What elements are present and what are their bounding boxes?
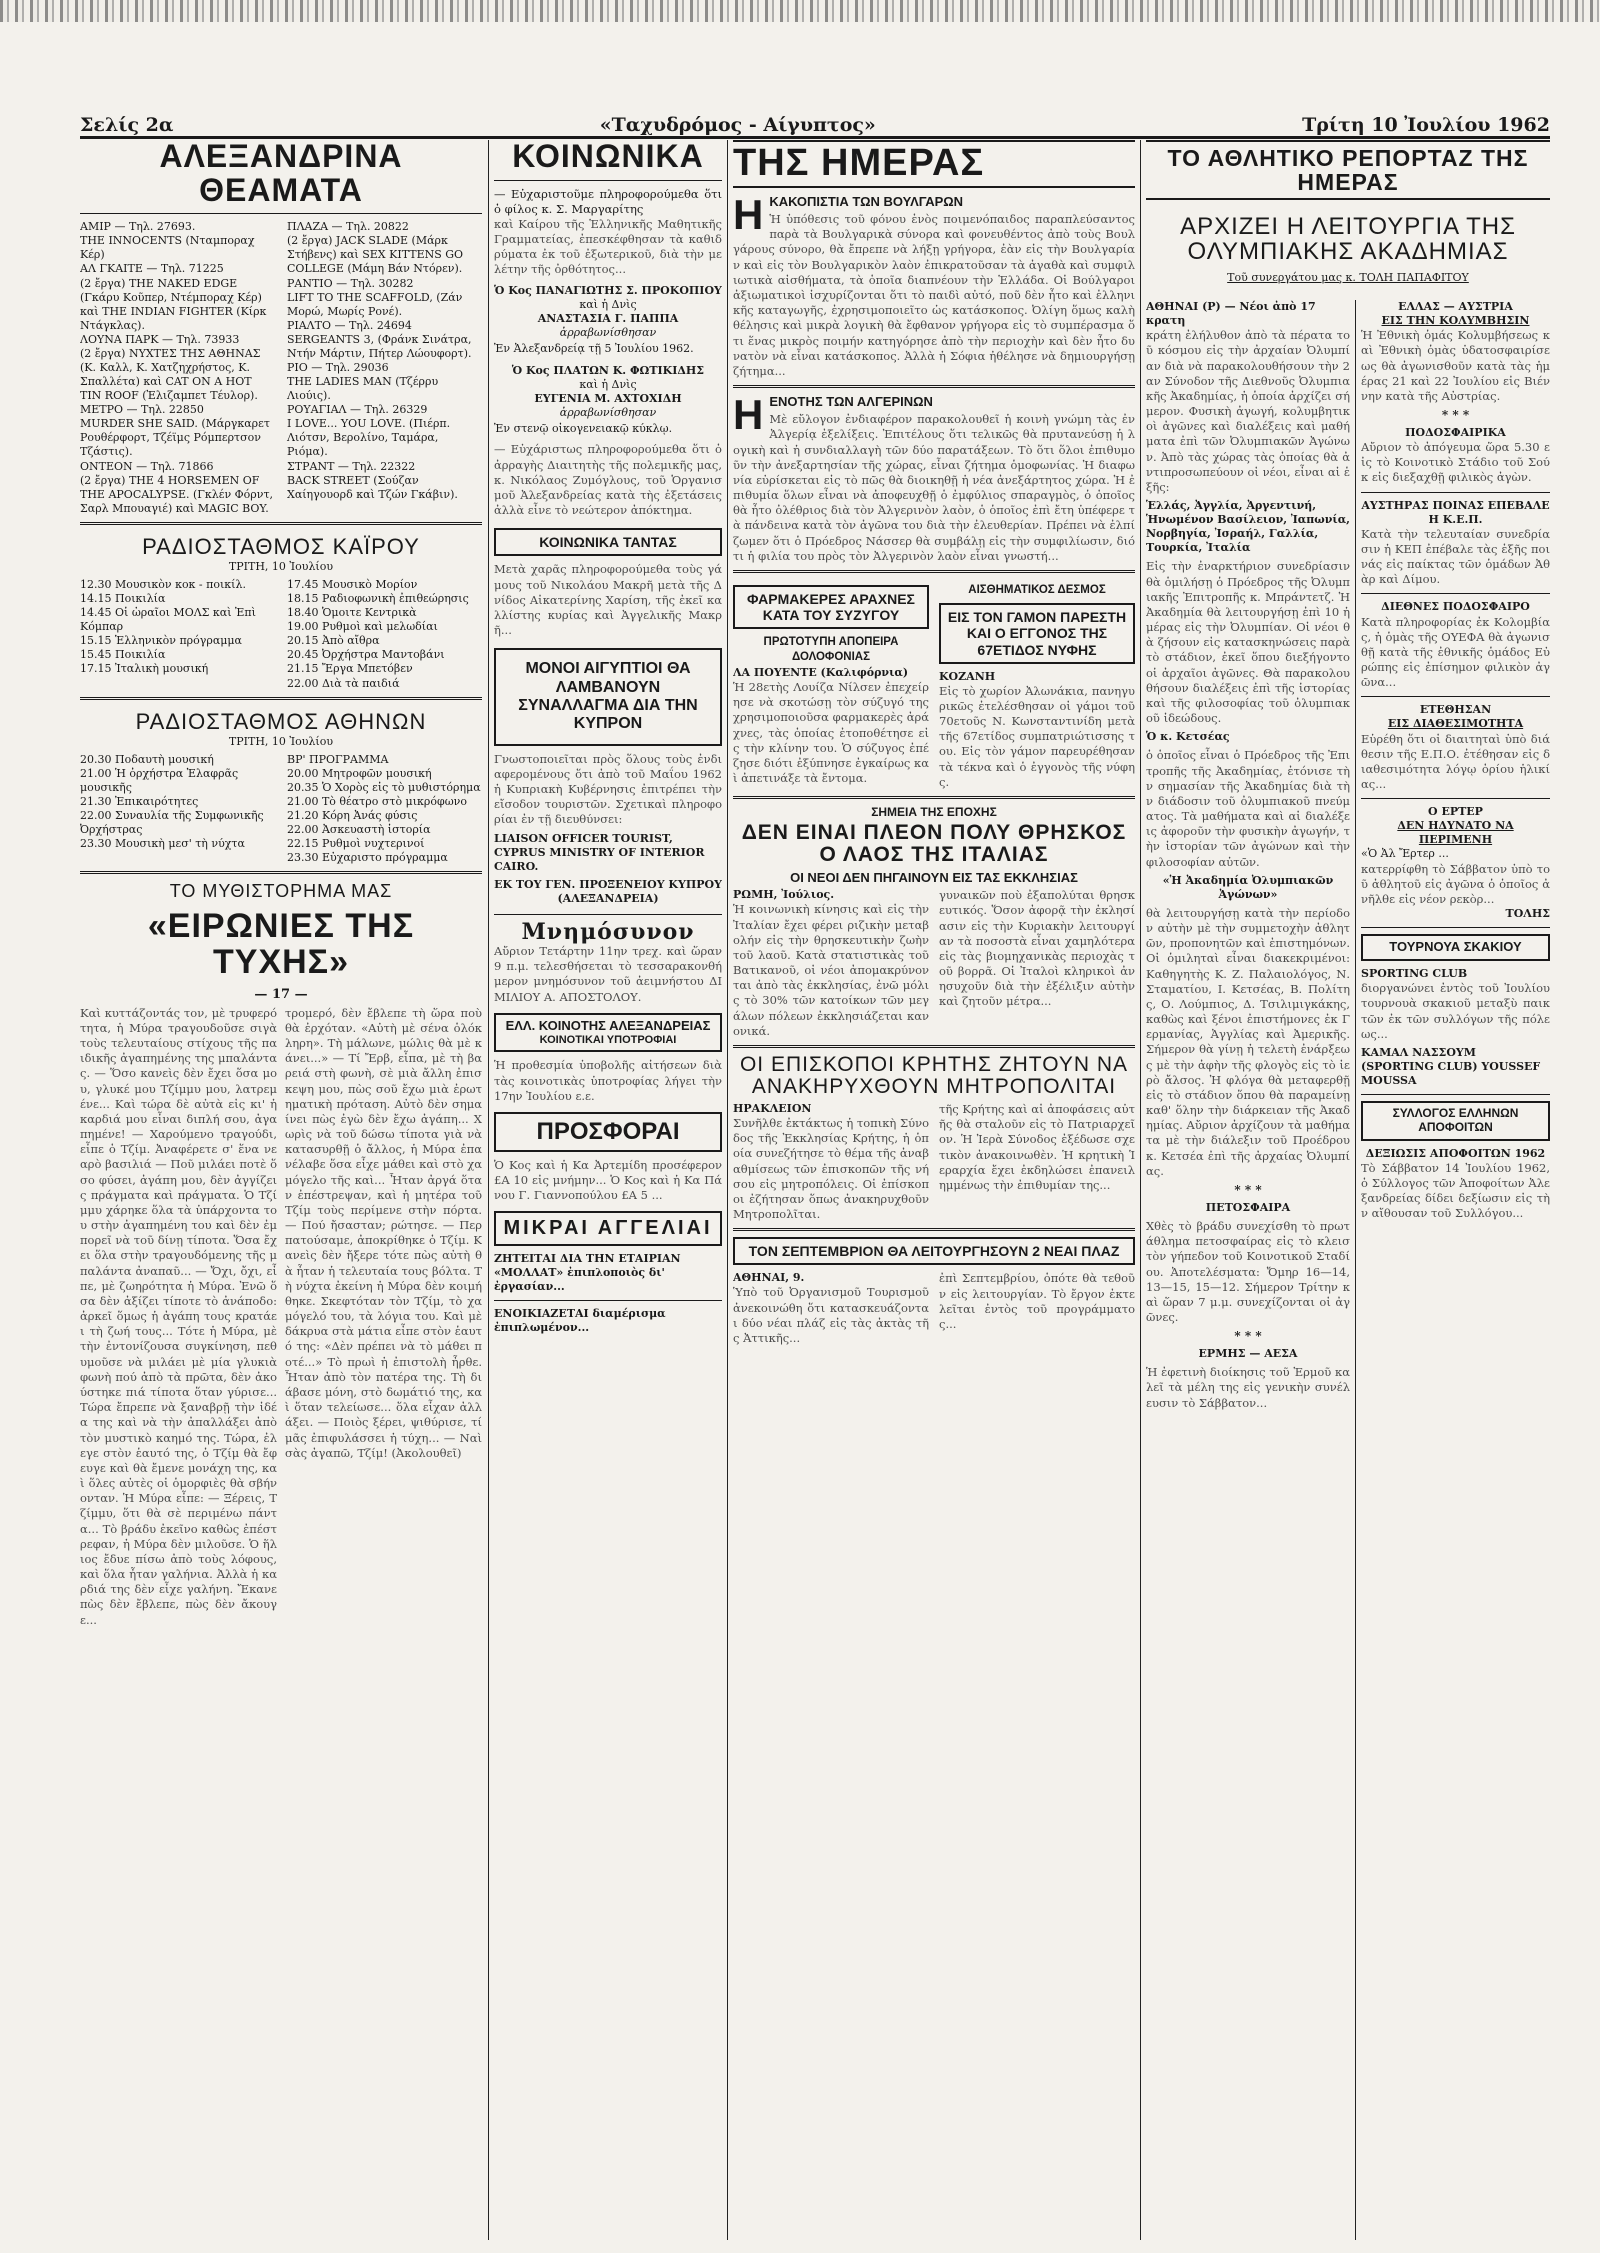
- cyprus-box: ΜΟΝΟΙ ΑΙΓΥΠΤΙΟΙ ΘΑ ΛΑΜΒΑΝΟΥΝ ΣΥΝΑΛΛΑΓΜΑ ΔΙΑ ΤΗΝ ΚΥΠΡΟΝ: [494, 648, 722, 746]
- memorial-title: Μνημόσυνον: [521, 919, 695, 946]
- plaz-title: ΤΟΝ ΣΕΠΤΕΜΒΡΙΟΝ ΘΑ ΛΕΙΤΟΥΡΓΗΣΟΥΝ 2 ΝΕΑΙ ΠΛΑΖ: [733, 1237, 1135, 1265]
- cinema-entry: I LOVE... YOU LOVE. (Πιέρπ. Λιότσν, Βερολίνο, Ταμάρα, Ριόμα).: [286, 417, 451, 459]
- radio-athens-title: ΡΑΔΙΟΣΤΑΘΜΟΣ ΑΘΗΝΩΝ: [135, 708, 427, 734]
- box-sub: ΠΡΩΤΟΤΥΠΗ ΑΠΟΠΕΙΡΑ ΔΟΛΟΦΟΝΙΑΣ: [763, 636, 899, 663]
- volley-kicker: ΠΕΤΟΣΦΑΙΡΑ: [1205, 1200, 1291, 1214]
- country-list: Ἑλλάς, Ἀγγλία, Ἀργεντινή, Ἡνωμένον Βασίλειον, Ἰαπωνία, Νορβηγία, Ἰσραήλ, Γαλλία, Τουρκία, Ἰταλία: [1146, 499, 1350, 555]
- engagement-bride: ΑΝΑΣΤΑΣΙΑ Γ. ΠΑΠΠΑ: [537, 311, 679, 325]
- novel-body: [80, 1006, 482, 1628]
- cinema-entry: (2 ἔργα) THE 4 HORSEMEN OF THE APOCALYPSE. (Γκλέν Φόρντ, Σαρλ Μπουαγιέ) καὶ MAGIC BOY.: [80, 473, 274, 515]
- cinema-entry: ΡΙΑΛΤΟ — Τηλ. 24694: [286, 318, 412, 332]
- radio-cairo-right: [287, 578, 482, 691]
- offers-title: ΠΡΟΣΦΟΡΑΙ: [494, 1112, 722, 1152]
- radio-entry: ΒΡ' ΠΡΟΓΡΑΜΜΑ: [286, 752, 389, 766]
- radio-entry: 22.00 Διὰ τὰ παιδιά: [286, 676, 400, 690]
- radio-entry: 18.40 Ὁμοιτε Κεντρικὰ: [286, 606, 417, 620]
- cyprus-sign: ΕΚ ΤΟΥ ΓΕΝ. ΠΡΟΞΕΝΕΙΟΥ ΚΥΠΡΟΥ (ΑΛΕΞΑΝΔΡΕΙΑ): [494, 877, 722, 905]
- radio-cairo-schedule: [80, 578, 482, 691]
- page-number: Σελίς 2α: [80, 114, 174, 136]
- plaz-dateline: ΑΘΗΝΑΙ, 9.: [733, 1271, 805, 1285]
- dropcap: Η: [733, 391, 764, 439]
- radio-entry: 14.45 Οἱ ὡραῖοι ΜΟΛΣ καὶ Ἐπὶ Κόμπαρ: [80, 606, 256, 634]
- intl-title: ΔΙΕΘΝΕΣ ΠΟΔΟΣΦΑΙΡΟ: [1381, 600, 1530, 614]
- erter-title: ΔΕΝ ΗΔΥΝΑΤΟ ΝΑ ΠΕΡΙΜΕΝΗ: [1397, 819, 1514, 847]
- ad-item: ΕΝΟΙΚΙΑΖΕΤΑΙ διαμέρισμα ἐπιπλωμένον...: [494, 1307, 666, 1335]
- cinema-entry: ΡΟΥΑΓΙΑΛ — Τηλ. 26329: [286, 403, 428, 417]
- radio-cairo-title: ΡΑΔΙΟΣΤΑΘΜΟΣ ΚΑΪΡΟΥ: [142, 533, 420, 559]
- quote: «Ἡ Ἀκαδημία Ὀλυμπιακῶν Ἀγώνων»: [1162, 873, 1334, 901]
- cinema-entry: TIN ROOF (Ἐλιζαμπετ Τέυλορ).: [80, 389, 258, 403]
- cinema-entry: ΑΜΙΡ — Τηλ. 27693.: [80, 220, 196, 234]
- article-bulgarians: Η ΚΑΚΟΠΙΣΤΙΑ ΤΩΝ ΒΟΥΛΓΑΡΩΝ Ἡ ὑπόθεσις τοῦ φόνου ἑνὸς ποιμενόπαιδος παραπλεύσαντος παρὰ τὰ Βουλγαρικὰ σύνορα καὶ φονευθέντος ἀπὸ τοὺς Βουλγάρους σύνορο, θὰ ἔπρεπε νὰ λήξῃ γρήγορα, ἐὰν εἰς τὴν Βουλγαρίαν καὶ εἰς τὸν Βουλγαρικὸν λαὸν ἐπικρατοῦσαν τὰ ἀγαθὰ καὶ συμφιλιωτικὰ αἰσθήματα, τὰ ὁποῖα διαπνέουν τὴν Ἑλλάδα. Οἱ Βούλγαροι ἀξιωματικοὶ ἰσχυρίζονται ὅτι τὸ παιδὶ αὐτό, ποῦ δὲν ἦτο καὶ ἑλληνικῆς καταγωγῆς, ἐχρησιμοποιεῖτο ὡς κατάσκοπος. Ὀλίγη ὅμως καλὴ θέλησις καὶ μικρὰ λογικὴ θὰ ἔφθανον γρήγορα εἰς τὸ συμπέρασμα ὅτι ἕνας μικρὸς ποιμήν κατηγόρησε ἀπὸ τὴν περιοχὴν καὶ δὲν ἦτο δυνατὸν νὰ εἶναι κατάσκοπος. Ἀλλὰ ἡ Σόφια ἠθέλησε νὰ δημιουργήσῃ ζήτημα...: [733, 190, 1135, 378]
- separator-stars: * * *: [1234, 1329, 1262, 1344]
- radio-cairo-left: [80, 578, 279, 691]
- separator-stars: * * *: [1234, 1182, 1262, 1197]
- novel-kicker: ΤΟ ΜΥΘΙΣΤΟΡΗΜΑ ΜΑΣ: [169, 881, 393, 902]
- newspaper-name: «Ταχυδρόμος - Αίγυπτος»: [599, 114, 876, 136]
- cinema-entry: καὶ THE INDIAN FIGHTER (Κίρκ Ντάγκλας).: [80, 304, 267, 332]
- community-box: [494, 1013, 722, 1053]
- community-title: ΕΛΛ. ΚΟΙΝΟΤΗΣ ΑΛΕΞΑΝΔΡΕΙΑΣ: [505, 1017, 711, 1033]
- engagement-status: ἀρραβωνίσθησαν: [559, 325, 657, 339]
- alumni-title: ΣΥΛΛΟΓΟΣ ΕΛΛΗΝΩΝ ΑΠΟΦΟΙΤΩΝ: [1361, 1101, 1550, 1141]
- radio-entry: 22.00 Συναυλία τῆς Συμφωνικῆς Ὀρχήστρας: [80, 809, 264, 837]
- erter-kicker: Ο ΕΡΤΕΡ: [1428, 805, 1483, 819]
- column-sports-side: ΕΛΛΑΣ — ΑΥΣΤΡΙΑ ΕΙΣ ΤΗΝ ΚΟΛΥΜΒΗΣΙΝ Ἡ Ἐθνικὴ ὁμάς Κολυμβήσεως καὶ Ἐθνικὴ ὁμὰς ὑδατοσφαιρίσεως θὰ ἀγωνισθοῦν κατὰ τὰς ἡμέρας 21 καὶ 22 Ἰουλίου εἰς Βιέννην κατὰ τῆς Αὐστρίας. * * * ΠΟΔΟΣΦΑΙΡΙΚΑ Αὔριον τὸ ἀπόγευμα ὥρα 5.30 εἰς τὸ Κοινοτικὸ Στάδιο τοῦ Σούκ εἰς διεξαχθῇ φιλικὸς ἀγὼν. ΑΥΣΤΗΡΑΣ ΠΟΙΝΑΣ ΕΠΕΒΑΛΕ Η Κ.Ε.Π. Κατὰ τὴν τελευταίαν συνεδρίασιν ἡ ΚΕΠ ἐπέβαλε τὰς ἑξῆς ποινάς εἰς παίκτας τῶν ὁμάδων Ἀθὰρ καὶ Δίμου. ΔΙΕΘΝΕΣ ΠΟΔΟΣΦΑΙΡΟ Κατὰ πληροφορίας ἐκ Κολομβίας, ἡ ὁμὰς τῆς ΟΥΕΦΑ θὰ ἀγωνισθῇ κατὰ τῆς ἐθνικῆς ὁμάδος Εὐρώπης εἰς ἐπίσημον φιλικὸν ἀγῶνα... ΕΤΕΘΗΣΑΝ ΕΙΣ ΔΙΑΘΕΣΙΜΟΤΗΤΑ Εὑρέθη ὅτι οἱ διαιτηταὶ ὑπὸ διάθεσιν τῆς Ε.Π.Ο. ἐτέθησαν εἰς διαθεσιμότητα λόγῳ ὁρίου ἡλικίας... Ο ΕΡΤΕΡ ΔΕΝ ΗΔΥΝΑΤΟ ΝΑ ΠΕΡΙΜΕΝΗ «Ὁ Ἀλ Ἔρτερ ... κατερρίφθη τὸ Σάββατον ὑπὸ τοῦ ἀθλητοῦ εἰς ἀγῶνα ὁ ὁποῖος ἀνῆλθε εἰς νέον ρεκὸρ... ΤΟΛΗΣ ΤΟΥΡΝΟΥΑ ΣΚΑΚΙΟΥ SPORTING CLUB διοργανώνει ἐντὸς τοῦ Ἰουλίου τουρνουὰ σκακιοῦ μεταξὺ παικτῶν ἐκ τῶν συλλόγων τῆς πόλεως... ΚΑΜΑΛ ΝΑΣΣΟΥΜ (SPORTING CLUB) ΥΟUSSEF ΜΟUSSA ΣΥΛΛΟΓΟΣ ΕΛΛΗΝΩΝ ΑΠΟΦΟΙΤΩΝ ΔΕΞΙΩΣΙΣ ΑΠΟΦΟΙΤΩΝ 1962 Τὸ Σάββατον 14 Ἰουλίου 1962, ὁ Σύλλογος τῶν Ἀποφοίτων Ἀλεξανδρείας δίδει δεξίωσιν εἰς τὴν αἴθουσαν τοῦ Συλλόγου...: [1361, 300, 1550, 1221]
- radio-entry: 20.45 Ὀρχήστρα Μαντοβάνι: [286, 648, 445, 662]
- column-sports-main: ΑΘΗΝΑΙ (Ρ) — Νέοι ἀπὸ 17 κρατη κράτη ἐλήλυθον ἀπὸ τὰ πέρατα τοῦ κόσμου εἰς τὴν ἀρχαίαν Ὀλυμπίαν διὰ νὰ παρακολουθήσουν τὴν 2αν Σύνοδον τῆς Διεθνοῦς Ὀλυμπιακῆς Ἀκαδημίας, ἡ ὁποία ἀρχίζει σήμερον. Φυσικὴ ἀγωγή, κολυμβητικοὶ ἀγῶνες καὶ διαλέξεις καὶ μαθήματα ἐπὶ τῶν Ὀλυμπιακῶν Ἀγώνων. Ἀπὸ τὰς χώρας τὰς ὁποίας θὰ ἀντιπροσωπεύουν οἱ νέοι, εἶναι αἱ ἑξῆς: Ἑλλάς, Ἀγγλία, Ἀργεντινή, Ἡνωμένον Βασίλειον, Ἰαπωνία, Νορβηγία, Ἰσραήλ, Γαλλία, Τουρκία, Ἰταλία Εἰς τὴν ἐναρκτήριον συνεδρίασιν θὰ ὁμιλήσῃ ὁ Πρόεδρος τῆς Ὀλυμπιακῆς Ἐπιτροπῆς κ. Μπράντετζ. Ἡ Ἀκαδημία θὰ λειτουργήσῃ ἐπὶ 10 ἡμέρας εἰς τὴν Ὀλυμπίαν. Οἱ νέοι θὰ ζήσουν εἰς κατασκηνώσεις παρὰ τὸ στάδιον, ἐκεῖ ὅπου διεξήγοντο οἱ ἀρχαῖοι ἀγῶνες. Θὰ παρακολουθήσουν διαλέξεις ἐπὶ τῆς ἱστορίας καὶ τῆς φιλοσοφίας τοῦ ὀλυμπιακοῦ ἰδεώδους. Ὁ κ. Κετσέας ὁ ὁποῖος εἶναι ὁ Πρόεδρος τῆς Ἐπιτροπῆς τῆς Ἀκαδημίας, ἐτόνισε τὴν σημασίαν τῆς Ἀκαδημίας διὰ τὴν διάδοσιν τοῦ ὀλυμπιακοῦ πνεύματος. Τὰ μαθήματα καὶ αἱ διαλέξεις ἀφοροῦν τὴν φυσικὴν ἀγωγήν, τὴν ἱστορίαν τῶν ἀγώνων καὶ τὴν φιλοσοφίαν αὐτῶν. «Ἡ Ἀκαδημία Ὀλυμπιακῶν Ἀγώνων» θὰ λειτουργήσῃ κατὰ τὴν περίοδον αὐτὴν μὲ τὴν συμμετοχὴν ἀθλητῶν, προπονητῶν καὶ ἐπιστημόνων. Οἱ ὁμιληταὶ εἶναι διακεκριμένοι: Καθηγητὴς Κ. Ζ. Παλαιολόγος, Ν. Σταματίου, Ι. Κετσέας, Β. Πολίτης, Ο. Λούμπιος, Δ. Τσιλιμιγκάκης, καθὼς καὶ ξένοι ἐπιστήμονες ἐκ Γερμανίας, Ἀγγλίας καὶ Ἀμερικῆς. Σήμερον θὰ γίνῃ ἡ τελετὴ ἐνάρξεως μὲ τὴν ἀφὴν τῆς φλογὸς εἰς τὸ ἱερὸ ἄλσος. Ἡ φλόγα θὰ μεταφερθῇ εἰς τὸ στάδιον ὅπου θὰ παραμείνῃ καθ' ὅλην τὴν διάρκειαν τῆς Ἀκαδημίας. Αὔριον ἀρχίζουν τὰ μαθήματα μὲ τὴν διάλεξιν τοῦ Προέδρου κ. Κετσέα ἐπὶ τῆς ἀρχαίας Ὀλυμπίας. * * * ΠΕΤΟΣΦΑΙΡΑ Χθὲς τὸ βράδυ συνεχίσθη τὸ πρωτάθλημα πετοσφαίρας εἰς τὸ κλειστὸν γήπεδον τοῦ Κοινοτικοῦ Σταδίου. Ἀποτελέσματα: Ὄμηρ 16—14, 13—15, 15—12. Σήμερον Τρίτην καὶ ὥραν 7 μ.μ. συνεχίζονται οἱ ἀγῶνες. * * * ΕΡΜΗΣ — ΑΕΣΑ Ἡ ἐφετινὴ διοίκησις τοῦ Ἑρμοῦ καλεῖ τὰ μέλη της εἰς γενικὴν συνέλευσιν τὸ Σάββατον...: [1146, 300, 1350, 1410]
- erter-quote: «Ὁ Ἀλ Ἔρτερ ...: [1361, 847, 1449, 861]
- radio-entry: 20.15 Ἀπὸ αἴθρα: [286, 634, 380, 648]
- novel-title: «ΕΙΡΩΝΙΕΣ ΤΗΣ ΤΥΧΗΣ»: [147, 907, 415, 981]
- ad-item: ΖΗΤΕΙΤΑΙ ΔΙΑ ΤΗΝ ΕΤΑΙΡΙΑΝ «ΜΟΛΛΑΤ» ἐπιπλοποιὸς δι' ἐργασίαν...: [494, 1252, 681, 1294]
- plaz-body: ΑΘΗΝΑΙ, 9. Ὑπὸ τοῦ Ὀργανισμοῦ Τουρισμοῦ ἀνεκοινώθη ὅτι κατασκευάζονται δύο νέαι πλάζ εἰς τὰς ἀκτὰς τῆς Ἀττικῆς... ἐπὶ Σεπτεμβρίου, ὁπότε θὰ τεθοῦν εἰς λειτουργίαν. Τὸ ἔργον ἐκτελεῖται ἐντὸς τοῦ προγράμματος...: [733, 1271, 1135, 1345]
- cinema-entry: ΜΕΤΡΟ — Τηλ. 22850: [80, 403, 204, 417]
- radio-athens-left: [80, 753, 279, 866]
- sports-title: ΤΟ ΑΘΛΗΤΙΚΟ ΡΕΠΟΡΤΑΖ ΤΗΣ ΗΜΕΡΑΣ: [1146, 140, 1550, 200]
- radio-entry: 17.15 Ἰταλικὴ μουσική: [80, 662, 209, 676]
- radio-entry: 15.45 Ποικιλία: [80, 648, 166, 662]
- cinema-entry: ΑΛ ΓΚΑΙΤΕ — Τηλ. 71225: [80, 262, 224, 276]
- sports-headline: ΑΡΧΙΖΕΙ Η ΛΕΙΤΟΥΡΓΙΑ ΤΗΣ ΟΛΥΜΠΙΑΚΗΣ ΑΚΑΔΗΜΙΑΣ: [1180, 213, 1516, 266]
- cinema-entry: ΡΑΝΤΙΟ — Τηλ. 30282: [286, 276, 414, 290]
- radio-athens-schedule: [80, 753, 482, 866]
- box-title: ΕΙΣ ΤΟΝ ΓΑΜΟΝ ΠΑΡΕΣΤΗ ΚΑΙ Ο ΕΓΓΟΝΟΣ ΤΗΣ 67ΕΤΙΔΟΣ ΝΥΦΗΣ: [939, 603, 1135, 663]
- thanks-note: — Εὐχαριστοῦμε πληροφορούμεθα ὅτι ὁ φίλος κ. Σ. Μαργαρίτης: [494, 186, 722, 216]
- cinema-entry: ΡΙΟ — Τηλ. 29036: [286, 360, 389, 374]
- tanta-title: ΚΟΙΝΩΝΙΚΑ ΤΑΝΤΑΣ: [494, 528, 722, 556]
- engagement-and: καὶ ἡ Δνὶς: [579, 378, 637, 392]
- italy-sub: ΟΙ ΝΕΟΙ ΔΕΝ ΠΗΓΑΙΝΟΥΝ ΕΙΣ ΤΑΣ ΕΚΚΛΗΣΙΑΣ: [790, 870, 1078, 886]
- radio-entry: 12.30 Μουσικὸν κοκ - ποικίλ.: [80, 578, 246, 591]
- radio-entry: 21.00 Ἡ ὀρχήστρα Ἑλαφρᾶς μουσικῆς: [80, 766, 239, 794]
- box-dateline: ΛΑ ΠΟΥΕΝΤΕ (Καλιφόρνια): [733, 665, 909, 679]
- novel-text-column: τρομερό, δὲν ἔβλεπε τὴ ὥρα ποὺ θὰ ἐρχόταν. «Αὐτὴ μὲ σένα ὁλόκληρη». Τὴ μάλωνε, μώλις θὰ μὲ κάνει...» — Τί Ἔρβ, εἶπα, μὲ τὴ βαρειά στὴ φωνὴ, σὲ μιὰ ἄλλη ἐπισκεψη μου, πὼς σοῦ ἔχω μιὰ ἐρωτηματικὴ πρόταση. Αὐτὸ δὲν σημαίνει πὼς ἐγὼ δὲν ἔχω ἀγάπη... Χωρὶς νὰ τοῦ δώσω τίποτα γιὰ νὰ κατασυρθῇ ὁ ἄλλος, ἡ Μύρα ἐπανέλαβε ὅσα εἶχε μάθει καὶ στὸ χαμόγελο τῆς καὶ... Ἦταν ἀργά ὅταν ἐπέστρεψαν, καὶ ἡ μητέρα τοῦ Τζίμ τοὺς περίμενε στὴν πόρτα. — Πού ἤσασταν; ρώτησε. — Περπατούσαμε, ἀποκρίθηκε ὁ Τζίμ. Κανεὶς δὲν ἤξερε τότε πὼς αὐτὴ θὰ ἦταν ἡ τελευταία τους βόλτα. Τὴ νύχτα ἐκείνη ἡ Μύρα δὲν κοιμήθηκε. Σκεφτόταν τὸν Τζίμ, τὸ χαμόγελό του, τὰ λόγια του. Καὶ μὲ δάκρυα στὰ μάτια εἶπε στὸν ἑαυτό της: «Δὲν πρέπει νὰ τὸ μάθει ποτέ...» Τὸ πρωὶ ἡ ἐπιστολὴ ἦρθε. Ἦταν ἀπὸ τὸν πατέρα της. Τὴ διάβασε μόνη, στὸ δωμάτιό της, καὶ ὅταν τελείωσε... ὅλα εἶχαν ἀλλάξει. — Ποιὸς ξέρει, ψιθύρισε, τί μᾶς ἐπιφυλάσσει ἡ τύχη... — Ναὶ σὰς ἀγαπῶ, Τζίμ! (Ἀκολουθεῖ): [285, 1005, 482, 1460]
- cinema-entry: BACK STREET (Σούζαν Χαίηγουορδ καὶ Τζών Γκάβιν).: [286, 473, 458, 501]
- cinema-entry: ΣΤΡΑΝΤ — Τηλ. 22322: [286, 459, 416, 473]
- radio-entry: 20.35 Ὁ Χορὸς εἰς τὸ μυθιστόρημα: [286, 780, 481, 794]
- section-title: ΑΛΕΞΑΝΔΡΙΝΑ ΘΕΑΜΑΤΑ: [159, 140, 403, 208]
- novel-text-column: Καὶ κυττάζοντάς τον, μὲ τρυφερότητα, ἡ Μύρα τραγουδοῦσε σιγὰ τοὺς τελευταίους στίχους τῆς παιδικῆς ἀγαπημένης της μπαλάντας. — Ὅσο κανεὶς δὲν ἔχει ὅσα μου, γλυκέ μου Τζίμμυ μου, λατρεμένε... Καὶ τώρα δὲ αὐτὰ εἰς κι' ἡ καρδιά μου εἶναι διπλή σου, ἀγαπημένε! — Χαρούμενο τραγούδι, εἶπε ὁ Τζίμ. Ἀναφέρετε σ' ἕνα νεαρὸ βασιλιά — Ποῦ μιλάει ποτὲ ὅσο φύσει, ἀγάπη μου, δὲν ἀγγίζεις πράγματα καὶ πράγματα. Ὁ Τζίμμυ χάρηκε ὅλα τὰ ὑπάρχοντα του στὴν ἀγαπημένη του καὶ δὲν ἐμπορεῖ νὰ τοῦ δίνῃ τίποτα. Ὅσα ἔχει ὅλα στὴν τραγουδόμενης τῆς μπαλάντα ἀναπαῦ... — Ὄχι, ὄχι, εἶπε, μὲ ζωηρότητα ἡ Μύρα. Ἐνῶ ὅσα δὲν ἀξίζει τίποτε τὸ ἀνάποδο: ἀρκεῖ ὅμως ἡ ἀγάπη τους κρατάει τὴ ζωή τους... Τότε ἡ Μύρα, μὲ τὴν ἐντονίζουσα συγκίνηση, πεθυμοῦσε νὰ μιλάει μὲ μία γλυκιὰ φωνὴ πού ἀπὸ τὰ πρῶτα, δὲν ἀκούστηκε πιά τίποτα ὅταν γύρισε... Τώρα ἔπρεπε νὰ ξαναβρῇ τὴν ἰδέα της καὶ νὰ τὴν ἀπαλλάξει ἀπὸ τὸν μυστικὸ καημό της. Τώρα, ἐλεγε στὸν ἑαυτό της, ὁ Τζίμ θὰ ἔφευγε καὶ θὰ ἔμενε μονάχη της, καὶ ὅλες αὐτὲς οἱ ὁμορφιὲς θὰ σβήνονταν. Ἡ Μύρα εἶπε: — Ξέρεις, Τζίμμυ, ὅτι θὰ σὲ περιμένω πάντα... Τὸ βράδυ ἐκεῖνο καθὼς ἐπέστρεφαν, ἡ Μύρα δὲν μιλοῦσε. Ὁ ἥλιος ἔδυε πίσω ἀπὸ τοὺς λόφους, καὶ ὅλα ἦταν γαλήνια. Ἀλλὰ ἡ καρδιά της δὲν εἶχε γαλήνη. Ἔκανε πὼς δὲν ἔβλεπε, πὼς δὲν ἄκουγε...: [80, 1005, 277, 1627]
- cinema-entry: (2 ἔργα) JACK SLADE (Μάρκ Στήβενς) καὶ SEX KITTENS GO: [286, 234, 464, 262]
- cinema-entry: (Γκάρυ Κοῦπερ, Ντέμποραχ Κέρ): [80, 290, 262, 304]
- cinema-entry: MURDER SHE SAID. (Μάργκαρετ Ρουθέρφορτ, Τζέϊμς Ρόμπερτσον Τζάστις).: [80, 417, 270, 459]
- diath-title: ΕΙΣ ΔΙΑΘΕΣΙΜΟΤΗΤΑ: [1387, 717, 1524, 731]
- column-rule: [1140, 140, 1141, 2240]
- two-boxes: [733, 579, 1135, 790]
- swim-kicker: ΕΛΛΑΣ — ΑΥΣΤΡΙΑ: [1398, 300, 1513, 313]
- chess-title: ΤΟΥΡΝΟΥΑ ΣΚΑΚΙΟΥ: [1361, 934, 1550, 961]
- engagement-place: Ἐν στενῷ οἰκογενειακῷ κύκλῳ.: [494, 422, 673, 436]
- cyprus-office: LIAISON OFFICER TOURIST, CYPRUS MINISTRY OF INTERIOR CAIRO.: [494, 831, 705, 873]
- radio-athens-day: ΤΡΙΤΗ, 10 Ἰουλίου: [228, 734, 334, 748]
- crete-body: ΗΡΑΚΛΕΙΟΝ Συνῆλθε ἐκτάκτως ἡ τοπικὴ Σύνοδος τῆς Ἐκκλησίας Κρήτης, ἡ ὁποία συνεζήτησε τὸ θέμα τῆς ἀναβαθμίσεως τῶν ἐπισκοπῶν τῆς νήσου εἰς μητροπόλεις. Οἱ ἐπίσκοποι ἐζήτησαν ὅπως ἀνακηρυχθοῦν Μητροπολῖται. τῆς Κρήτης καὶ αἱ ἀποφάσεις αὐτῆς θὰ σταλοῦν εἰς τὸ Πατριαρχεῖον. Ἡ Ἱερὰ Σύνοδος ἐξέδωσε σχετικὸν ἀνακοινωθὲν. Ἡ κρητικὴ Ἱεραρχία ἔχει ἐκδηλώσει ἐπανειλημμένως τὴν ἐπιθυμίαν της...: [733, 1102, 1135, 1222]
- cinema-entry: LIFT TO THE SCAFFOLD, (Ζάν Μορώ, Μωρίς Ρονέ).: [286, 290, 463, 318]
- dropcap: Η: [733, 190, 764, 238]
- section-title: ΚΟΙΝΩΝΙΚΑ: [512, 140, 704, 174]
- box-dateline: ΚΟΖΑΝΗ: [939, 669, 996, 683]
- swim-title: ΕΙΣ ΤΗΝ ΚΟΛΥΜΒΗΣΙΝ: [1381, 314, 1530, 328]
- box-spiders: ΦΑΡΜΑΚΕΡΕΣ ΑΡΑΧΝΕΣ ΚΑΤΑ ΤΟΥ ΣΥΖΥΓΟΥ ΠΡΩΤΟΤΥΠΗ ΑΠΟΠΕΙΡΑ ΔΟΛΟΦΟΝΙΑΣ ΛΑ ΠΟΥΕΝΤΕ (Καλιφόρνια) Ἡ 28ετὴς Λουίζα Νίλσεν ἐπεχείρησε νὰ σκοτώσῃ τὸν σύζυγό της χρησιμοποιοῦσα φαρμακερὲς ἀράχνες, τὰς ὁποίας ἐτοποθέτησε εἰς τὴν κλίνην του. Ὁ σύζυγος ἐπέζησε διότι ἐξύπνησε ἐγκαίρως καὶ ἀπετινάξε τὰ ἔντομα.: [733, 579, 929, 790]
- radio-entry: 23.30 Εὐχαριστο πρόγραμμα: [286, 851, 448, 865]
- chess-club: SPORTING CLUB: [1361, 967, 1468, 981]
- engagement-groom: Ὁ Κος ΠΑΝΑΓΙΩΤΗΣ Σ. ΠΡΟΚΟΠΙΟΥ: [494, 283, 722, 297]
- byline: Τοῦ συνεργάτου μας κ. ΤΟΛΗ ΠΑΠΑΦΙΤΟΥ: [1227, 270, 1469, 284]
- radio-entry: 18.15 Ραδιοφωνικὴ ἐπιθεώρησις: [286, 592, 469, 606]
- box-title: ΦΑΡΜΑΚΕΡΕΣ ΑΡΑΧΝΕΣ ΚΑΤΑ ΤΟΥ ΣΥΖΥΓΟΥ: [733, 585, 929, 629]
- column-rule: [727, 140, 728, 2240]
- kep-title: ΑΥΣΤΗΡΑΣ ΠΟΙΝΑΣ ΕΠΕΒΑΛΕ Η Κ.Ε.Π.: [1361, 498, 1550, 526]
- separator-stars: * * *: [1441, 408, 1470, 423]
- radio-entry: 21.00 Τὸ θέατρο στὸ μικρόφωνο: [286, 795, 467, 809]
- column-social: ΚΟΙΝΩΝΙΚΑ — Εὐχαριστοῦμε πληροφορούμεθα ὅτι ὁ φίλος κ. Σ. Μαργαρίτης καὶ Καίρου τῆς Ἑλληνικῆς Μαθητικῆς Γραμματείας, ἐπεσκέφθησαν τὰ καθιδρύματα ἐκ τοῦ ἐξωτερικοῦ, διὰ τὴν μελέτην τῆς ὀρθότητος... Ὁ Κος ΠΑΝΑΓΙΩΤΗΣ Σ. ΠΡΟΚΟΠΙΟΥ καὶ ἡ Δνὶς ΑΝΑΣΤΑΣΙΑ Γ. ΠΑΠΠΑ ἀρραβωνίσθησαν Ἐν Ἀλεξανδρείᾳ τῇ 5 Ἰουλίου 1962. Ὁ Κος ΠΛΑΤΩΝ Κ. ΦΩΤΙΚΙΔΗΣ καὶ ἡ Δνὶς ΕΥΓΕΝΙΑ Μ. ΑΧΤΟΧΙΔΗ ἀρραβωνίσθησαν Ἐν στενῷ οἰκογενειακῷ κύκλῳ. — Εὐχάριστως πληροφορούμεθα ὅτι ὁ ἀρραγὴς Διαιτητὴς τῆς πολεμικῆς μας, κ. Νικόλαος Ζυμόγλους, τοῦ Ὁργανισμοῦ Ἀλεξανδρείας κατὰ τὴς ἐξετάσεις ἀλλὰ εἶνε τὸ νεώτερον ἀπόκτημα. ΚΟΙΝΩΝΙΚΑ ΤΑΝΤΑΣ Μετὰ χαρᾶς πληροφορούμεθα τοὺς γάμους τοῦ Νικολάου Μακρῆ μετὰ τῆς Δνίδος Αἰκατερίνης Χαρίση, τῆς ἐκεῖ καλλίστης κυρίας καὶ Ἀγγελικῆς Μακρῆ... ΜΟΝΟΙ ΑΙΓΥΠΤΙΟΙ ΘΑ ΛΑΜΒΑΝΟΥΝ ΣΥΝΑΛΛΑΓΜΑ ΔΙΑ ΤΗΝ ΚΥΠΡΟΝ Γνωστοποιεῖται πρὸς ὅλους τοὺς ἐνδιαφερομένους ὅτι ἀπὸ τοῦ Μαΐου 1962 ἡ Κυπριακὴ Κυβέρνησις ἐπιτρέπει τὴν εἴσοδον τουριστῶν. Σχετικαὶ πληροφορίαι ἐν τῇ διευθύνσει: LIAISON OFFICER TOURIST, CYPRUS MINISTRY OF INTERIOR CAIRO. ΕΚ ΤΟΥ ΓΕΝ. ΠΡΟΞΕΝΕΙΟΥ ΚΥΠΡΟΥ (ΑΛΕΞΑΝΔΡΕΙΑ) Μνημόσυνον Αὔριον Τετάρτην 11ην τρεχ. καὶ ὥραν 9 π.μ. τελεσθήσεται τὸ τεσσαρακονθήμερον μνημόσυνον τοῦ ἀειμνήστου ΔΙΜΙΛΙΟΥ Α. ΑΠΟΣΤΟΛΟΥ. ΕΛΛ. ΚΟΙΝΟΤΗΣ ΑΛΕΞΑΝΔΡΕΙΑΣ ΚΟΙΝΟΤΙΚΑΙ ΥΠΟΤΡΟΦΙΑΙ Ἡ προθεσμία ὑποβολῆς αἰτήσεων διὰ τὰς κοινοτικὰς ὑποτροφίας λήγει τὴν 17ην Ἰουλίου ε.ε. ΠΡΟΣΦΟΡΑΙ Ὁ Κος καὶ ἡ Κα Ἀρτεμίδη προσέφερον £Α 10 εἰς μνήμην... Ὁ Κος καὶ ἡ Κα Πάνου Γ. Γιαννοπούλου £Α 5 ... ΜΙΚΡΑΙ ΑΓΓΕΛΙΑΙ ΖΗΤΕΙΤΑΙ ΔΙΑ ΤΗΝ ΕΤΑΙΡΙΑΝ «ΜΟΛΛΑΤ» ἐπιπλοποιὸς δι' ἐργασίαν... ΕΝΟΙΚΙΑΖΕΤΑΙ διαμέρισμα ἐπιπλωμένον...: [494, 140, 722, 1335]
- radio-entry: 20.30 Ποδαυτὴ μουσική: [80, 752, 214, 766]
- radio-entry: 21.20 Κόρη Ἀνάς φύσις: [286, 809, 418, 823]
- masthead: [80, 108, 1550, 139]
- radio-entry: 19.00 Ρυθμοὶ καὶ μελωδίαι: [286, 620, 438, 634]
- issue-date: Τρίτη 10 Ἰουλίου 1962: [1302, 114, 1550, 136]
- radio-athens-right: [287, 753, 482, 866]
- box-kicker: ΑΙΣΘΗΜΑΤΙΚΟΣ ΔΕΣΜΟΣ: [968, 584, 1106, 596]
- cinema-entry: ΠΛΑΖΑ — Τηλ. 20822: [286, 220, 409, 234]
- radio-entry: 21.15 Ἔργα Μπετόβεν: [286, 662, 413, 676]
- crete-title: ΟΙ ΕΠΙΣΚΟΠΟΙ ΚΡΗΤΗΣ ΖΗΤΟΥΝ ΝΑ ΑΝΑΚΗΡΥΧΘΟΥΝ ΜΗΤΡΟΠΟΛΙΤΑΙ: [739, 1052, 1129, 1098]
- radio-entry: 21.30 Ἐπικαιρότητες: [80, 795, 199, 809]
- italy-kicker: ΣΗΜΕΙΑ ΤΗΣ ΕΠΟΧΗΣ: [871, 804, 997, 819]
- cinema-entry: (2 ἔργα) THE NAKED EDGE: [80, 276, 238, 290]
- sports-dateline: ΑΘΗΝΑΙ (Ρ) — Νέοι ἀπὸ 17 κρατη: [1146, 300, 1316, 328]
- article-head: ΚΑΚΟΠΙΣΤΙΑ ΤΩΝ ΒΟΥΛΓΑΡΩΝ: [769, 193, 964, 209]
- cinema-entry: SERGEANTS 3, (Φράνκ Σινάτρα, Ντήν Μάρτιν, Πήτερ Λώουφορτ).: [286, 332, 472, 360]
- novel-chapter: — 17 —: [254, 986, 308, 1002]
- column-theatres: [80, 140, 482, 2240]
- column-rule: [488, 140, 489, 2240]
- crete-dateline: ΗΡΑΚΛΕΙΟΝ: [733, 1102, 812, 1115]
- radio-cairo-day: ΤΡΙΤΗ, 10 Ἰουλίου: [228, 559, 334, 573]
- alumni-sub: ΔΕΞΙΩΣΙΣ ΑΠΟΦΟΙΤΩΝ 1962: [1365, 1146, 1546, 1160]
- italy-dateline: ΡΩΜΗ, Ἰούλιος.: [733, 888, 835, 902]
- cinema-entry: (Κ. Καλλ, Κ. Χατζηχρήστος, Κ. Σπαλλέτα) καὶ CAT ON A HOT: [80, 360, 252, 389]
- scan-edge: [0, 0, 1600, 22]
- column-today: [733, 140, 1135, 2240]
- hermes-title: ΕΡΜΗΣ — ΑΕΣΑ: [1198, 1347, 1298, 1361]
- cinema-list-left: [80, 220, 279, 516]
- radio-entry: 15.15 Ἑλληνικὸν πρόγραμμα: [80, 634, 242, 648]
- engagement-status: ἀρραβωνίσθησαν: [559, 406, 657, 420]
- cinema-entry: THE INNOCENTS (Νταμποραχ Κέρ): [80, 234, 255, 262]
- article-algerians: Η ΕΝΟΤΗΣ ΤΩΝ ΑΛΓΕΡΙΝΩΝ Μὲ εὔλογον ἐνδιαφέρον παρακολουθεῖ ἡ κοινὴ γνώμη τὰς ἐν Ἀλγερίᾳ ἐξελίξεις. Ἐπιτέλους ὅτι τελικῶς θὰ πρυτανεύσῃ ἡ λογικὴ καὶ ἡ συνδιαλλαγὴ τῶν δύο παρατάξεων. Τὸ ὅτι ὅλοι ἐπιθυμοῦν τὴν ἀνεξαρτησίαν τῆς χώρας, εἶναι ζήτημα ὁμοφωνίας. Ἡ διαφωνία εὑρίσκεται εἰς τὸ πῶς θὰ διοικηθῇ ἡ νέα ἀνεξάρτητος χώρα. Ἡ ἐπιθυμία ὅλων εἶναι νὰ ἀποφευχθῇ ὁ ἐμφύλιος σπαραγμὸς, ὁ ὁποῖος θὰ ἦτο ὀλέθριος διὰ τὸν Ἀλγερινὸν λαὸν, ὁ ὁποῖος ἐπὶ ἔτη ὑπέφερε τὰ πάνδεινα κατὰ τὸν ἀγῶνα του διὰ τὴν ἐλευθερίαν. Πρέπει νὰ ἐλπίζωμεν ὅτι ὁ Πρόεδρος Νάσσερ θὰ συμβάλῃ εἰς τὴν συμφιλίωσιν, διότι ἡ φιλία του πρὸς τὸν Ἀλγερινὸν λαὸν εἶναι γνωστή...: [733, 391, 1135, 563]
- radio-entry: 22.15 Ρυθμοὶ νυχτερινοί: [286, 837, 425, 851]
- radio-entry: 14.15 Ποικιλία: [80, 592, 166, 606]
- section-title: ΤΗΣ ΗΜΕΡΑΣ: [733, 140, 1135, 188]
- cinema-entry: (2 ἔργα) ΝΥΧΤΕΣ ΤΗΣ ΑΘΗΝΑΣ: [80, 346, 261, 360]
- chess-names: ΚΑΜΑΛ ΝΑΣΣΟΥΜ (SPORTING CLUB) ΥΟUSSEF ΜΟUSSA: [1361, 1045, 1541, 1087]
- speaker: Ὁ κ. Κετσέας: [1146, 730, 1230, 744]
- signature: ΤΟΛΗΣ: [1505, 907, 1550, 921]
- cinema-entry: COLLEGE (Μάμη Βάν Ντόρεν).: [286, 262, 463, 276]
- italy-body: ΡΩΜΗ, Ἰούλιος. Ἡ κοινωνικὴ κίνησις καὶ εἰς τὴν Ἰταλίαν ἔχει φέρει ριζικὴν μεταβολήν εἰς τὴν θρησκευτικὴν ζωὴν τοῦ λαοῦ. Κατὰ στατιστικὰς τοῦ Βατικανοῦ, οἱ νέοι ἀπομακρύνονται ἀπὸ τὰς ἐκκλησίας, ἐνῶ μόλις τὸ 30% τῶν κατοίκων τῶν μεγάλων πόλεων ἐκκλησιάζεται κανονικά. γυναικῶν ποὺ ἐξαπολύται θρησκευτικός. Ὅσον ἀφορᾷ τὴν ἐκλησίασιν εἰς τὴν Κυριακὴν λειτουργίαν τὰ ποσοστὰ εἶναι χαμηλότερα εἰς τὰς βιομηχανικὰς περιοχὰς τοῦ βορρᾶ. Οἱ Ἰταλοὶ κληρικοὶ ἀνησυχοῦν διὰ τὴν ἐξέλιξιν αὐτὴν καὶ ζητοῦν μέτρα...: [733, 888, 1135, 1038]
- article-head: ΕΝΟΤΗΣ ΤΩΝ ΑΛΓΕΡΙΝΩΝ: [769, 394, 933, 410]
- radio-entry: 23.30 Μουσικὴ μεσ' τὴ νύχτα: [80, 837, 245, 851]
- box-wedding: ΑΙΣΘΗΜΑΤΙΚΟΣ ΔΕΣΜΟΣ ΕΙΣ ΤΟΝ ΓΑΜΟΝ ΠΑΡΕΣΤΗ ΚΑΙ Ο ΕΓΓΟΝΟΣ ΤΗΣ 67ΕΤΙΔΟΣ ΝΥΦΗΣ ΚΟΖΑΝΗ Εἰς τὸ χωρίον Ἀλωνάκια, πανηγυρικῶς ἐτελέσθησαν οἱ γάμοι τοῦ 70ετοῦς Ν. Κωνσταντινίδη μετὰ τῆς 67ετίδος συμπατριώτισσης του. Εἰς τὸν γάμον παρευρέθησαν τὰ τέκνα καὶ ὁ ἐγγονὸς τῆς νύφης.: [939, 584, 1135, 789]
- radio-entry: 22.00 Ἀσκευαστὴ ἱστορία: [286, 823, 431, 837]
- ads-title: ΜΙΚΡΑΙ ΑΓΓΕΛΙΑΙ: [494, 1211, 722, 1246]
- cinema-entry: ΛΟΥΝΑ ΠΑΡΚ — Τηλ. 73933: [80, 332, 240, 346]
- cinema-list-right: [287, 220, 482, 516]
- italy-title: ΔΕΝ ΕΙΝΑΙ ΠΛΕΟΝ ΠΟΛΥ ΘΡΗΣΚΟΣ Ο ΛΑΟΣ ΤΗΣ ΙΤΑΛΙΑΣ: [741, 820, 1127, 866]
- cinema-listings: [80, 220, 482, 516]
- radio-entry: 20.00 Μητροφῶν μουσική: [286, 766, 432, 780]
- diath-kicker: ΕΤΕΘΗΣΑΝ: [1419, 703, 1492, 717]
- cinema-entry: THE LADIES MAN (Τζέρρυ Λιούις).: [286, 375, 439, 403]
- engagement-place: Ἐν Ἀλεξανδρείᾳ τῇ 5 Ἰουλίου 1962.: [494, 341, 694, 355]
- engagement-groom: Ὁ Κος ΠΛΑΤΩΝ Κ. ΦΩΤΙΚΙΔΗΣ: [511, 364, 705, 378]
- engagement-and: καὶ ἡ Δνὶς: [579, 297, 637, 311]
- cinema-entry: ΟΝΤΕΟΝ — Τηλ. 71866: [80, 459, 214, 473]
- football-title: ΠΟΔΟΣΦΑΙΡΙΚΑ: [1405, 426, 1506, 440]
- radio-entry: 17.45 Μουσικὸ Μορίον: [286, 578, 418, 591]
- engagement-bride: ΕΥΓΕΝΙΑ Μ. ΑΧΤΟΧΙΔΗ: [534, 392, 682, 406]
- community-sub: ΚΟΙΝΟΤΙΚΑΙ ΥΠΟΤΡΟΦΙΑΙ: [539, 1033, 677, 1046]
